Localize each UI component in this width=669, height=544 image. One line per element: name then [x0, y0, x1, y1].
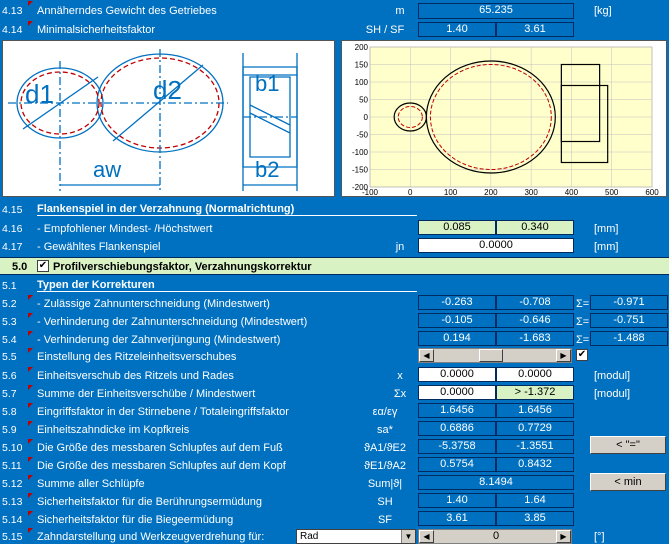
comment-marker: [28, 1, 33, 6]
section-5-0: [0, 257, 669, 275]
comment-marker: [28, 403, 33, 408]
y-tick-label: -100: [351, 148, 368, 157]
set-min-button[interactable]: < min: [590, 473, 666, 491]
row-symbol: εα/εγ: [372, 406, 398, 418]
section-title: Flankenspiel in der Verzahnung (Normalrichtung): [37, 203, 417, 216]
row-number: 4.15: [2, 204, 23, 216]
y-tick-label: 200: [354, 43, 368, 52]
comment-marker: [28, 475, 33, 480]
gear-diagram: [3, 41, 334, 196]
shift-checkbox[interactable]: ✔: [577, 349, 587, 360]
sketch-d1-label: d1: [25, 79, 54, 109]
sketch-d2-label: d2: [153, 75, 182, 105]
sf-value: 3.61: [496, 22, 574, 37]
row-5-4: [0, 330, 669, 348]
gear-sketch: [2, 40, 335, 197]
row-label: - Gewähltes Flankenspiel: [37, 241, 161, 253]
y-tick-label: -150: [351, 165, 368, 175]
rotation-value: 0: [492, 530, 500, 542]
scroll-thumb[interactable]: [479, 349, 503, 362]
row-5-13: [0, 492, 669, 510]
row-5-12: [0, 474, 669, 492]
row-number: 5.4: [2, 334, 17, 346]
pinion-value: -5.3758: [418, 439, 496, 454]
row-label: Annäherndes Gewicht des Getriebes: [37, 5, 217, 17]
row-number: 5.1: [2, 280, 17, 292]
comment-marker: [28, 21, 33, 26]
shift-sum-input[interactable]: 0.0000: [418, 385, 496, 400]
max-backlash-value: 0.340: [496, 220, 574, 235]
pinion-value: 3.61: [418, 511, 496, 526]
display-select[interactable]: [296, 529, 416, 544]
row-label: Einstellung des Ritzeleinheitsverschubes: [37, 351, 237, 363]
row-number: 5.0: [12, 261, 28, 273]
chart-svg: [342, 41, 666, 196]
row-number: 5.15: [2, 531, 23, 543]
slip-sum-value: 8.1494: [418, 475, 574, 490]
row-number: 5.6: [2, 370, 17, 382]
row-5-10: [0, 438, 669, 456]
row-label: Sicherheitsfaktor für die Biegeermüdung: [37, 514, 234, 526]
x-tick-label: 200: [484, 188, 498, 196]
row-label: - Verhinderung der Zahnunterschneidung (Mindestwert): [37, 316, 308, 328]
row-4-16: [0, 219, 669, 237]
comment-marker: [28, 457, 33, 462]
shift-sum-min: > -1.372: [496, 385, 574, 400]
row-label: Die Größe des messbaren Schlupfes auf dem Fuß: [37, 442, 283, 454]
sum-label: Σ=: [576, 334, 590, 346]
comment-marker: [28, 313, 33, 318]
pinion-shift-input[interactable]: 0.0000: [418, 367, 496, 382]
row-label: - Empfohlener Mindest- /Höchstwert: [37, 223, 213, 235]
min-backlash-value: 0.085: [418, 220, 496, 235]
gear-value: -1.3551: [496, 439, 574, 454]
set-equal-button[interactable]: < "=": [590, 436, 666, 454]
comment-marker: [28, 385, 33, 390]
gear-chart: [341, 40, 667, 197]
row-5-8: [0, 402, 669, 420]
row-label: Zahndarstellung und Werkzeugverdrehung für:: [37, 531, 265, 543]
gear-value: 0.8432: [496, 457, 574, 472]
row-5-3: [0, 312, 669, 330]
x-tick-label: 600: [645, 188, 659, 196]
row-symbol: Σx: [393, 388, 407, 400]
sum-value: -0.971: [590, 295, 668, 310]
comment-marker: [28, 511, 33, 516]
row-number: 5.10: [2, 442, 23, 454]
section-4-15: [0, 200, 669, 218]
gear-value: -1.683: [496, 331, 574, 346]
comment-marker: [28, 528, 33, 533]
sum-value: -0.751: [590, 313, 668, 328]
x-tick-label: -100: [361, 188, 379, 196]
comment-marker: [28, 348, 33, 353]
row-number: 4.16: [2, 223, 23, 235]
sketch-b2-label: b2: [255, 157, 280, 182]
scroll-left-icon[interactable]: ◀: [419, 530, 434, 543]
row-label: Die Größe des messbaren Schlupfes auf dem Kopf: [37, 460, 286, 472]
row-unit: [mm]: [594, 223, 619, 235]
comment-marker: [28, 439, 33, 444]
sketch-aw-label: aw: [93, 157, 122, 182]
row-5-5: [0, 347, 669, 365]
row-5-11: [0, 456, 669, 474]
row-label: - Zulässige Zahnunterschneidung (Mindestwert): [37, 298, 270, 310]
y-tick-label: 0: [363, 113, 368, 122]
row-5-14: [0, 510, 669, 528]
comment-marker: [28, 421, 33, 426]
row-number: 5.7: [2, 388, 17, 400]
row-unit: [mm]: [594, 241, 619, 253]
x-tick-label: 500: [605, 188, 619, 196]
pinion-value: 1.40: [418, 493, 496, 508]
row-unit: [modul]: [594, 388, 631, 400]
comment-marker: [28, 295, 33, 300]
weight-value: 65.235: [418, 3, 574, 19]
row-label: Einheitszahndicke im Kopfkreis: [37, 424, 190, 436]
gear-value: 3.85: [496, 511, 574, 526]
gear-value: 1.64: [496, 493, 574, 508]
row-5-9: [0, 420, 669, 438]
sh-value: 1.40: [418, 22, 496, 37]
row-number: 5.12: [2, 478, 23, 490]
row-5-7: [0, 384, 669, 402]
row-symbol: ϑE1/ϑA2: [364, 460, 406, 472]
row-label: Einheitsverschub des Ritzels und Rades: [37, 370, 234, 382]
pinion-value: 0.5754: [418, 457, 496, 472]
row-4-14: [0, 21, 669, 39]
row-symbol: ϑA1/ϑE2: [364, 442, 406, 454]
row-label: Minimalsicherheitsfaktor: [37, 24, 155, 36]
gear-value: -0.646: [496, 313, 574, 328]
x-tick-label: 0: [408, 188, 413, 196]
sum-label: Σ=: [576, 316, 590, 328]
row-symbol: jn: [395, 241, 405, 253]
row-number: 4.17: [2, 241, 23, 253]
row-5-15: [0, 528, 669, 544]
row-symbol: SF: [377, 514, 393, 526]
row-unit: [modul]: [594, 370, 631, 382]
comment-marker: [28, 493, 33, 498]
comment-marker: [28, 331, 33, 336]
row-symbol: sa*: [377, 424, 393, 436]
pinion-value: 1.6456: [418, 403, 496, 418]
sum-label: Σ=: [576, 298, 590, 310]
row-symbol: SH: [377, 496, 393, 508]
section-checkbox[interactable]: ✔: [38, 260, 48, 271]
sketch-b1-label: b1: [255, 71, 280, 96]
row-unit: [kg]: [594, 5, 612, 17]
pinion-value: -0.263: [418, 295, 496, 310]
row-label: Eingriffsfaktor in der Stirnebene / Totaleingriffsfaktor: [37, 406, 289, 418]
backlash-input[interactable]: 0.0000: [418, 238, 574, 253]
row-symbol: SH / SF: [365, 24, 405, 36]
row-label: Summe der Einheitsverschübe / Mindestwert: [37, 388, 256, 400]
row-number: 5.11: [2, 460, 22, 472]
row-number: 5.9: [2, 424, 17, 436]
section-title: Profilverschiebungsfaktor, Verzahnungskorrektur: [53, 261, 312, 273]
scroll-left-icon[interactable]: ◀: [419, 349, 434, 362]
pinion-value: -0.105: [418, 313, 496, 328]
gear-value: -0.708: [496, 295, 574, 310]
row-number: 5.3: [2, 316, 17, 328]
row-4-13: [0, 0, 669, 21]
pinion-shift-scrollbar[interactable]: [418, 348, 572, 363]
row-label: - Verhinderung der Zahnverjüngung (Mindestwert): [37, 334, 281, 346]
row-symbol: x: [397, 370, 403, 382]
row-5-2: [0, 294, 669, 312]
x-tick-label: 100: [443, 188, 458, 196]
scroll-right-icon[interactable]: ▶: [556, 349, 571, 362]
chevron-down-icon[interactable]: ▼: [401, 530, 415, 543]
comment-marker: [28, 367, 33, 372]
row-label: Sicherheitsfaktor für die Berührungsermüdung: [37, 496, 263, 508]
row-number: 5.2: [2, 298, 17, 310]
y-tick-label: 150: [354, 60, 368, 70]
section-title: Typen der Korrekturen: [37, 279, 417, 292]
row-number: 5.8: [2, 406, 17, 418]
row-symbol: Sum|ϑ|: [367, 478, 403, 490]
row-number: 4.13: [2, 5, 23, 17]
pinion-value: 0.6886: [418, 421, 496, 436]
pinion-value: 0.194: [418, 331, 496, 346]
row-5-6: [0, 366, 669, 384]
x-tick-label: 300: [524, 188, 538, 196]
row-label: Summe aller Schlüpfe: [37, 478, 145, 490]
gear-value: 1.6456: [496, 403, 574, 418]
gear-value: 0.7729: [496, 421, 574, 436]
row-4-17: [0, 237, 669, 255]
y-tick-label: 100: [354, 78, 368, 87]
row-number: 5.5: [2, 351, 17, 363]
row-number: 5.14: [2, 514, 23, 526]
rotation-scrollbar[interactable]: [418, 529, 572, 544]
row-unit: [°]: [594, 531, 605, 543]
scroll-right-icon[interactable]: ▶: [556, 530, 571, 543]
row-number: 4.14: [2, 24, 23, 36]
section-5-1: [0, 276, 669, 294]
y-tick-label: 50: [359, 95, 368, 105]
y-tick-label: -50: [356, 130, 368, 140]
gear-shift-input[interactable]: 0.0000: [496, 367, 574, 382]
row-symbol: m: [395, 5, 405, 17]
select-value: Rad: [300, 531, 319, 542]
sum-value: -1.488: [590, 331, 668, 346]
row-number: 5.13: [2, 496, 23, 508]
y-tick-label: -200: [351, 183, 368, 192]
x-tick-label: 400: [564, 188, 579, 196]
